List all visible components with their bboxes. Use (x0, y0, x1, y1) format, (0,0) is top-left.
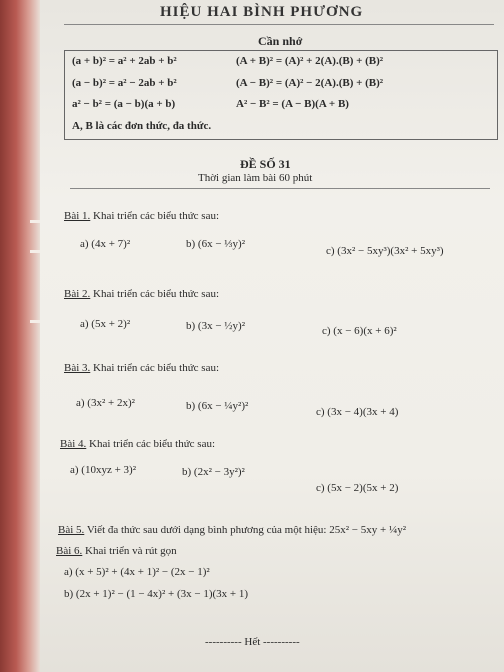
page-header: HIỆU HAI BÌNH PHƯƠNG (160, 4, 364, 20)
memo-title: Cần nhớ (258, 34, 303, 48)
end-mark: ---------- Hết ---------- (205, 636, 300, 648)
section-rule (70, 188, 490, 189)
formula: A² − B² = (A − B)(A + B) (236, 98, 349, 110)
exercise-item: a) (10xyz + 3)² (70, 464, 137, 476)
formula: (A + B)² = (A)² + 2(A).(B) + (B)² (236, 55, 384, 67)
exercise-text: Khai triển các biểu thức sau: (93, 362, 220, 374)
exercise-label: Bài 6. (56, 545, 83, 557)
exercise-4 (60, 438, 215, 450)
exercise-item: a) (3x² + 2x)² (76, 397, 135, 409)
exercise-text: Khai triển các biểu thức sau: (89, 438, 216, 450)
exercise-item: c) (3x − 4)(3x + 4) (316, 406, 399, 418)
formula: (A − B)² = (A)² − 2(A).(B) + (B)² (236, 77, 384, 89)
exercise-label: Bài 4. (60, 438, 87, 450)
exercise-label: Bài 2. (64, 288, 91, 300)
formula: (a + b)² = a² + 2ab + b² (72, 55, 177, 67)
exercise-label: Bài 5. (58, 524, 85, 536)
formula: a² − b² = (a − b)(a + b) (72, 98, 176, 110)
exercise-item: b) (2x² − 3y²)² (182, 466, 245, 478)
exercise-text: Khai triển và rút gọn (85, 545, 177, 557)
exercise-text: Khai triển các biểu thức sau: (93, 288, 220, 300)
exercise-label: Bài 1. (64, 210, 91, 222)
exam-title: ĐỀ SỐ 31 (240, 157, 291, 171)
exercise-text: Viết đa thức sau dưới dạng bình phương của một hiệu: 25x² − 5xy + ¼y² (86, 524, 406, 536)
exam-time: Thời gian làm bài 60 phút (198, 172, 313, 184)
exercise-item: a) (x + 5)² + (4x + 1)² − (2x − 1)² (64, 566, 210, 578)
exercise-item: c) (5x − 2)(5x + 2) (316, 482, 399, 494)
header-rule (64, 24, 494, 25)
binder-mark (30, 220, 40, 223)
exercise-text: Khai triển các biểu thức sau: (93, 210, 220, 222)
exercise-item: c) (x − 6)(x + 6)² (322, 325, 397, 337)
binder-strip (0, 0, 40, 672)
exercise-item: a) (4x + 7)² (80, 238, 131, 250)
exercise-5 (58, 524, 406, 536)
exercise-label: Bài 3. (64, 362, 91, 374)
exercise-1 (64, 210, 219, 222)
formula: (a − b)² = a² − 2ab + b² (72, 77, 177, 89)
memo-note: A, B là các đơn thức, đa thức. (72, 120, 212, 132)
exercise-item: b) (3x − ½y)² (186, 320, 245, 332)
exercise-item: c) (3x² − 5xy³)(3x² + 5xy³) (326, 245, 444, 257)
exercise-item: b) (6x − ⅓y)² (186, 238, 245, 250)
binder-mark (30, 250, 40, 253)
exercise-2 (64, 288, 219, 300)
exercise-item: a) (5x + 2)² (80, 318, 131, 330)
exercise-item: b) (2x + 1)² − (1 − 4x)² + (3x − 1)(3x + 1) (64, 588, 249, 600)
exercise-item: b) (6x − ¼y²)² (186, 400, 249, 412)
exercise-3 (64, 362, 219, 374)
binder-mark (30, 320, 40, 323)
exercise-6 (56, 545, 177, 557)
